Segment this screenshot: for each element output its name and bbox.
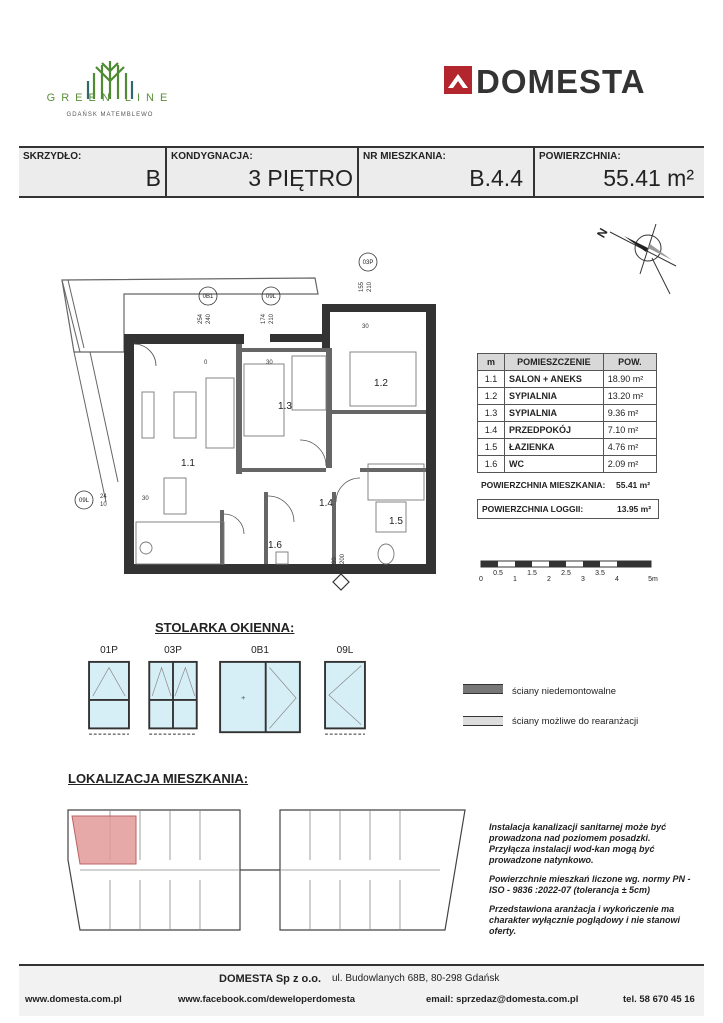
table-row [478,439,657,456]
window-tag: 09L [78,498,90,504]
dimension-label: 24 [100,494,107,500]
table-header: POMIESZCZENIE [505,354,604,371]
room-name: ŁAZIENKA [505,439,604,456]
room-area: 18.90 m² [603,371,656,388]
room-name: SALON + ANEKS [505,371,604,388]
scale-tick: 2 [547,576,551,583]
footer-website-link[interactable]: www.domesta.com.pl [25,994,122,1005]
room-number: 1.1 [478,371,505,388]
scale-tick: 4 [615,576,619,583]
floor-plan [60,252,445,602]
apartment-highlight [72,816,136,864]
room-label: 1.6 [268,540,282,551]
area-label: POWIERZCHNIA: [539,151,621,162]
location-map [60,800,470,940]
location-section-title: LOKALIZACJA MIESZKANIA: [68,771,249,786]
area-cell [535,148,704,196]
scale-bar [475,553,665,593]
loggia-area-box [477,499,659,519]
window-label: 0B1 [251,645,269,656]
room-area: 4.76 m² [603,439,656,456]
table-row [478,405,657,422]
dimension-label: 240 [206,313,212,324]
scale-tick: 0 [479,576,483,583]
scale-tick: 1.5 [527,570,537,577]
room-name: WC [505,456,604,473]
dimension-label: 210 [367,281,373,292]
room-number: 1.3 [478,405,505,422]
compass-north-letter: N [594,225,611,241]
project-name: GREEN LINE [46,92,174,104]
room-number: 1.5 [478,439,505,456]
room-number: 1.2 [478,388,505,405]
wing-label: SKRZYDŁO: [23,151,82,162]
room-name: PRZEDPOKÓJ [505,422,604,439]
floor-cell [167,148,359,196]
room-area: 2.09 m² [603,456,656,473]
note-paragraph: Przedstawiona aranżacja i wykończenie ma charakter wyłącznie poglądowy i nie stanowi oferty. [489,904,681,936]
dimension-label: 30 [362,324,369,330]
domesta-logo-icon [444,66,472,94]
window-label: 09L [336,645,354,656]
dimension-label: 90 [332,557,338,564]
loggia-area-value: 13.95 m² [617,504,652,514]
window-tag: 03P [362,260,374,266]
note-paragraph: Instalacja kanalizacji sanitarnej może być prowadzona nad poziomem posadzki. Przyłącza instalacji wod-kan mogą być prowadzone natynkowo. [489,822,667,865]
room-area: 7.10 m² [603,422,656,439]
table-row [478,456,657,473]
floor-label: KONDYGNACJA: [171,151,253,162]
wing-value: B [145,165,161,191]
window-tag: 09L [265,294,277,300]
window-0b1-icon [216,660,304,736]
room-area: 13.20 m² [603,388,656,405]
dimension-label: 155 [359,281,365,292]
room-label: 1.4 [319,498,333,509]
loggia-area-label: POWIERZCHNIA LOGGII: [482,504,584,514]
window-tag: 0B1 [202,294,214,300]
scale-tick: 2.5 [561,570,571,577]
movable-walls-label: ściany możliwe do rearanżacji [512,716,639,727]
apartment-number-label: NR MIESZKANIA: [363,151,446,162]
movable-walls-symbol [463,716,503,726]
room-name: SYPIALNIA [505,388,604,405]
developer-name: DOMESTA [476,63,646,100]
dimension-label: 30 [266,360,273,366]
dimension-label: 254 [198,313,204,324]
window-label: 03P [164,645,182,656]
table-header: m [478,354,505,371]
fixed-walls-label: ściany niedemontowalne [512,686,617,697]
apartment-number-cell [359,148,535,196]
room-area: 9.36 m² [603,405,656,422]
window-01p-icon [86,660,132,736]
dimension-label: 30 [142,496,149,502]
scale-tick: 3.5 [595,570,605,577]
windows-section-title: STOLARKA OKIENNA: [155,620,295,635]
scale-tick: 1 [513,576,517,583]
dimension-label: 10 [100,502,107,508]
table-row [478,422,657,439]
table-row [478,388,657,405]
window-label: 01P [100,645,118,656]
window-09l-icon [322,660,368,736]
scale-tick: 5m [648,576,658,583]
room-label: 1.3 [278,401,292,412]
floor-value: 3 PIĘTRO [248,165,353,191]
fixed-walls-symbol [463,684,503,694]
footer-facebook-link[interactable]: www.facebook.com/deweloperdomesta [178,994,356,1005]
room-label: 1.5 [389,516,403,527]
dimension-label: 210 [269,313,275,324]
scale-tick: 3 [581,576,585,583]
dimension-label: 200 [340,553,346,564]
wing-cell [19,148,167,196]
note-paragraph: Powierzchnie mieszkań liczone wg. normy PN - ISO - 9836 :2022-07 (tolerancja ± 5cm) [489,874,691,895]
room-number: 1.6 [478,456,505,473]
room-number: 1.4 [478,422,505,439]
table-header: POW. [603,354,656,371]
room-name: SYPIALNIA [505,405,604,422]
room-label: 1.2 [374,378,388,389]
notes [489,822,694,945]
footer-phone: tel. 58 670 45 16 [623,994,695,1005]
svg-text:+: + [241,692,246,702]
area-value: 55.41 m² [603,165,694,191]
apartment-number-value: B.4.4 [469,165,523,191]
table-row [478,371,657,388]
window-03p-icon [146,660,200,736]
footer [19,964,704,1016]
total-area-label: POWIERZCHNIA MIESZKANIA: [481,480,606,490]
footer-address: ul. Budowlanych 68B, 80-298 Gdańsk [332,973,500,984]
scale-tick: 0.5 [493,570,503,577]
project-location: GDAŃSK MATEMBLEWO [66,112,154,118]
footer-company: DOMESTA Sp z o.o. [219,973,322,985]
footer-email-link[interactable]: email: sprzedaz@domesta.com.pl [426,994,579,1005]
rooms-table [477,353,657,473]
apartment-info-bar [19,146,704,198]
total-area-value: 55.41 m² [616,480,651,490]
compass-icon [596,218,688,298]
dimension-label: 174 [261,313,267,324]
dimension-label: 0 [204,360,208,366]
room-label: 1.1 [181,458,195,469]
